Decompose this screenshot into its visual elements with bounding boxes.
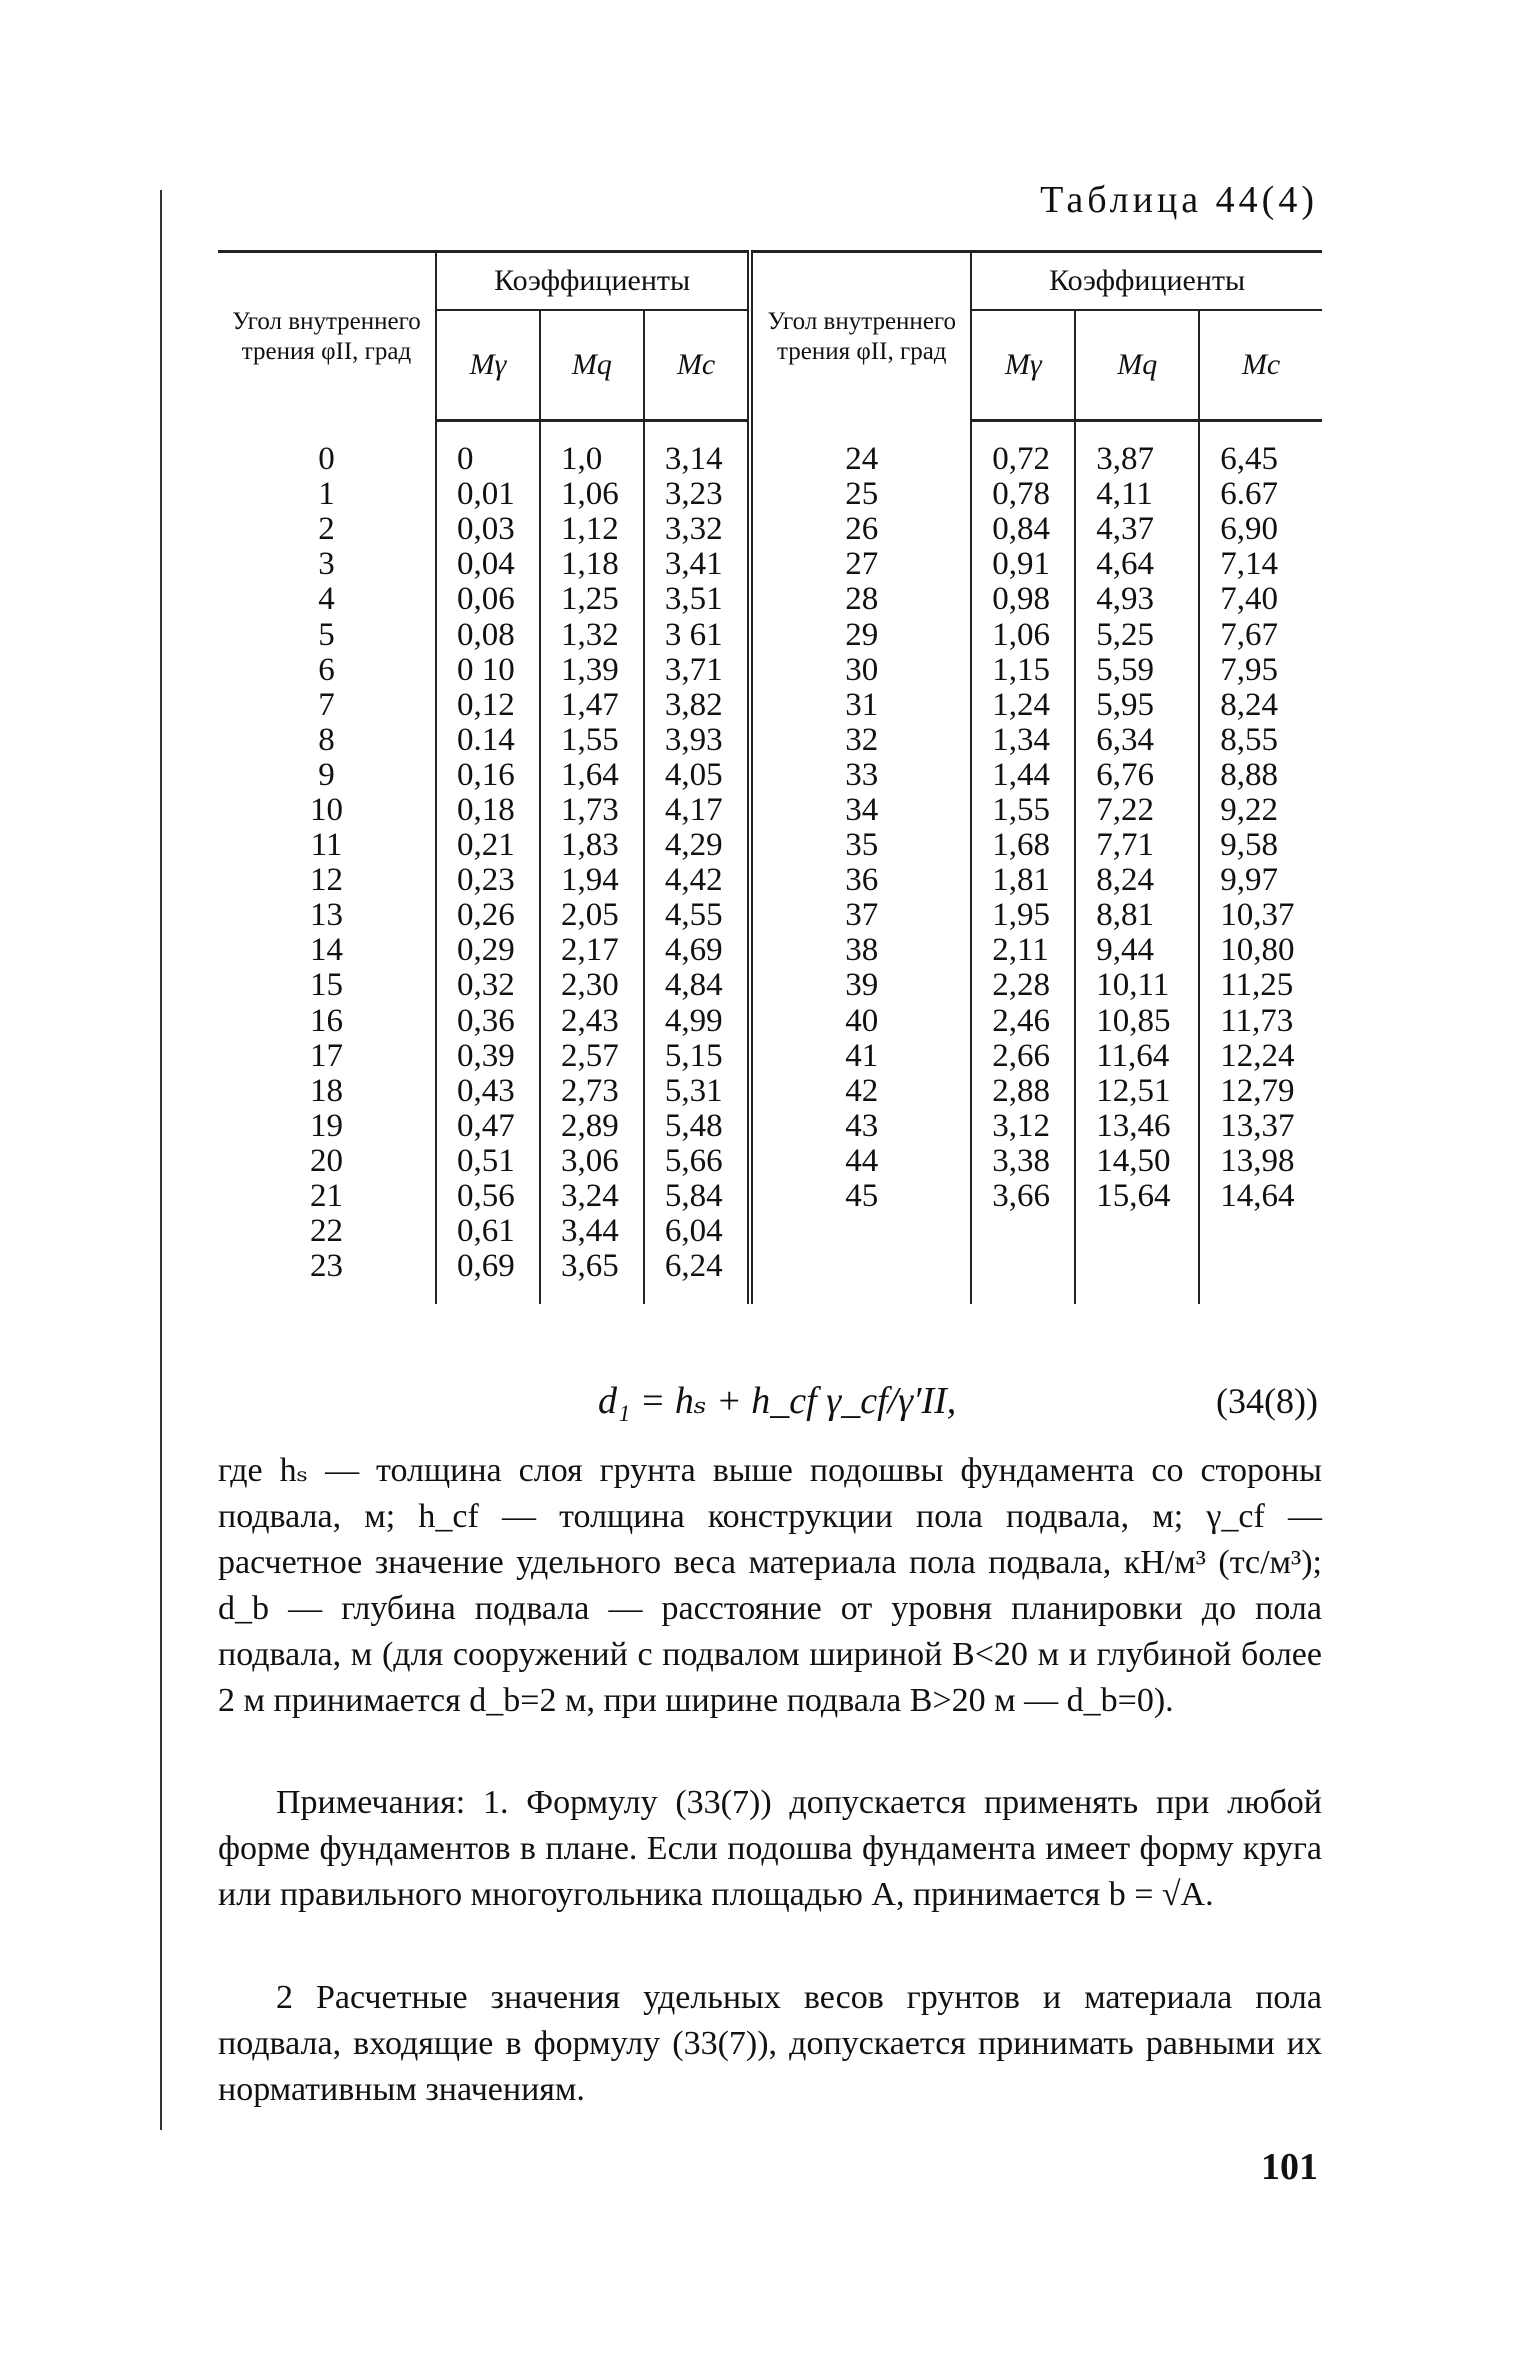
angle-cell: 27 [750, 547, 971, 582]
table-row [218, 442, 1322, 477]
m-c-cell: 6,04 [644, 1214, 750, 1249]
m-gamma-cell: 0,69 [436, 1249, 540, 1284]
m-c-cell: 5,48 [644, 1109, 750, 1144]
table-row [218, 1074, 1322, 1109]
table-row [218, 968, 1322, 1003]
angle-cell: 3 [318, 546, 335, 583]
m-gamma-cell: 1,06 [971, 617, 1075, 652]
m-gamma-cell: 0,39 [436, 1039, 540, 1074]
angle-cell: 37 [750, 898, 971, 933]
table-row [218, 1179, 1322, 1214]
m-c-cell [1199, 1249, 1322, 1284]
m-gamma-cell: 0,23 [436, 863, 540, 898]
m-gamma-cell: 0,43 [436, 1074, 540, 1109]
m-q-cell: 4,93 [1075, 582, 1199, 617]
formula-number: (34(8)) [1216, 1381, 1318, 1421]
m-gamma-cell: 0,18 [436, 793, 540, 828]
header-m-q-left: Mq [540, 310, 644, 421]
angle-cell: 39 [750, 968, 971, 1003]
m-gamma-cell: 0,32 [436, 968, 540, 1003]
m-q-cell: 1,73 [540, 793, 644, 828]
table-row [218, 828, 1322, 863]
m-gamma-cell: 0,56 [436, 1179, 540, 1214]
m-q-cell: 7,71 [1075, 828, 1199, 863]
header-angle-left: Угол внутреннего трения φII, град [218, 252, 436, 421]
table-body [218, 421, 1322, 1305]
table-row [218, 582, 1322, 617]
m-gamma-cell: 0,08 [436, 617, 540, 652]
m-c-cell: 13,98 [1199, 1144, 1322, 1179]
m-gamma-cell: 0,36 [436, 1004, 540, 1039]
m-c-cell: 7,14 [1199, 547, 1322, 582]
header-angle-right: Угол внутреннего трения φII, град [750, 252, 971, 421]
m-q-cell: 3,44 [540, 1214, 644, 1249]
angle-cell: 42 [750, 1074, 971, 1109]
angle-cell: 38 [750, 933, 971, 968]
angle-cell: 24 [750, 442, 971, 477]
angle-cell: 0 [318, 441, 335, 478]
angle-cell: 4 [318, 581, 335, 618]
m-c-cell: 13,37 [1199, 1109, 1322, 1144]
m-q-cell: 3,06 [540, 1144, 644, 1179]
table-row [218, 477, 1322, 512]
m-gamma-cell: 0,72 [971, 442, 1075, 477]
m-c-cell: 12,79 [1199, 1074, 1322, 1109]
angle-cell: 28 [750, 582, 971, 617]
angle-cell: 43 [750, 1109, 971, 1144]
table-row [218, 1249, 1322, 1284]
m-gamma-cell: 0,03 [436, 512, 540, 547]
m-c-cell: 7,40 [1199, 582, 1322, 617]
m-c-cell: 4,05 [644, 758, 750, 793]
m-q-cell: 2,05 [540, 898, 644, 933]
m-q-cell: 2,30 [540, 968, 644, 1003]
table-row [218, 547, 1322, 582]
m-c-cell: 8,24 [1199, 688, 1322, 723]
m-c-cell: 5,31 [644, 1074, 750, 1109]
m-c-cell: 5,84 [644, 1179, 750, 1214]
table-row [218, 863, 1322, 898]
m-q-cell: 1,18 [540, 547, 644, 582]
m-gamma-cell: 0,16 [436, 758, 540, 793]
m-gamma-cell: 0 10 [436, 653, 540, 688]
m-c-cell: 4,42 [644, 863, 750, 898]
m-q-cell: 10,11 [1075, 968, 1199, 1003]
m-q-cell: 14,50 [1075, 1144, 1199, 1179]
header-m-q-right: Mq [1075, 310, 1199, 421]
margin-rule [160, 190, 162, 2130]
m-gamma-cell: 0,26 [436, 898, 540, 933]
m-c-cell: 4,99 [644, 1004, 750, 1039]
m-q-cell: 1,94 [540, 863, 644, 898]
m-c-cell: 3,41 [644, 547, 750, 582]
m-gamma-cell: 0.14 [436, 723, 540, 758]
angle-cell: 21 [310, 1178, 343, 1215]
header-coefficients-left: Коэффициенты [436, 252, 750, 311]
m-gamma-cell: 1,44 [971, 758, 1075, 793]
m-q-cell: 9,44 [1075, 933, 1199, 968]
m-gamma-cell: 1,55 [971, 793, 1075, 828]
m-q-cell: 4,11 [1075, 477, 1199, 512]
angle-cell: 23 [310, 1248, 343, 1285]
m-c-cell: 11,25 [1199, 968, 1322, 1003]
m-gamma-cell: 1,34 [971, 723, 1075, 758]
m-q-cell: 2,17 [540, 933, 644, 968]
m-q-cell [1075, 1214, 1199, 1249]
m-q-cell [1075, 1249, 1199, 1284]
m-q-cell: 8,81 [1075, 898, 1199, 933]
m-q-cell: 1,39 [540, 653, 644, 688]
angle-cell: 41 [750, 1039, 971, 1074]
table-row [218, 688, 1322, 723]
angle-cell: 36 [750, 863, 971, 898]
angle-cell: 25 [750, 477, 971, 512]
page-number: 101 [1261, 2146, 1318, 2188]
angle-cell: 10 [310, 791, 343, 828]
m-c-cell: 8,55 [1199, 723, 1322, 758]
m-q-cell: 7,22 [1075, 793, 1199, 828]
table-row [218, 898, 1322, 933]
angle-cell: 33 [750, 758, 971, 793]
angle-cell: 40 [750, 1004, 971, 1039]
m-q-cell: 1,32 [540, 617, 644, 652]
table-row [218, 793, 1322, 828]
m-c-cell: 5,66 [644, 1144, 750, 1179]
angle-cell: 1 [318, 476, 335, 513]
m-gamma-cell: 2,66 [971, 1039, 1075, 1074]
m-c-cell: 3,32 [644, 512, 750, 547]
header-m-c-left: Mc [644, 310, 750, 421]
m-gamma-cell: 0,29 [436, 933, 540, 968]
angle-cell: 16 [310, 1002, 343, 1039]
table-row [218, 758, 1322, 793]
m-gamma-cell: 0,21 [436, 828, 540, 863]
angle-cell: 18 [310, 1072, 343, 1109]
m-q-cell: 1,12 [540, 512, 644, 547]
m-q-cell: 2,73 [540, 1074, 644, 1109]
m-gamma-cell: 0,91 [971, 547, 1075, 582]
angle-cell: 11 [310, 827, 343, 864]
table-row [218, 1109, 1322, 1144]
m-c-cell: 3,23 [644, 477, 750, 512]
m-q-cell: 1,47 [540, 688, 644, 723]
note-2: 2 Расчетные значения удельных весов грунтов и материала пола подвала, входящие в формулу (33(7)), допускается принимать равными их нормативным значениям. [218, 1979, 1322, 2108]
angle-cell [750, 1249, 971, 1284]
m-gamma-cell: 2,11 [971, 933, 1075, 968]
m-c-cell: 12,24 [1199, 1039, 1322, 1074]
m-q-cell: 3,65 [540, 1249, 644, 1284]
table-row [218, 617, 1322, 652]
angle-cell: 30 [750, 653, 971, 688]
m-gamma-cell: 0,04 [436, 547, 540, 582]
angle-cell: 8 [318, 721, 335, 758]
table-caption: Таблица 44(4) [1040, 179, 1318, 221]
m-c-cell: 6,90 [1199, 512, 1322, 547]
m-c-cell: 14,64 [1199, 1179, 1322, 1214]
m-c-cell: 9,58 [1199, 828, 1322, 863]
m-gamma-cell: 0,78 [971, 477, 1075, 512]
m-q-cell: 12,51 [1075, 1074, 1199, 1109]
table-row [218, 1214, 1322, 1249]
m-c-cell: 8,88 [1199, 758, 1322, 793]
m-c-cell: 4,55 [644, 898, 750, 933]
header-m-c-right: Mc [1199, 310, 1322, 421]
table-row [218, 933, 1322, 968]
m-q-cell: 2,43 [540, 1004, 644, 1039]
header-m-gamma-right: Mγ [971, 310, 1075, 421]
m-c-cell: 4,84 [644, 968, 750, 1003]
m-q-cell: 15,64 [1075, 1179, 1199, 1214]
m-c-cell: 3,82 [644, 688, 750, 723]
m-gamma-cell: 0,01 [436, 477, 540, 512]
m-c-cell: 5,15 [644, 1039, 750, 1074]
m-gamma-cell: 2,46 [971, 1004, 1075, 1039]
angle-cell: 19 [310, 1107, 343, 1144]
m-q-cell: 2,57 [540, 1039, 644, 1074]
m-q-cell: 4,64 [1075, 547, 1199, 582]
table-row [218, 512, 1322, 547]
table-row [218, 1004, 1322, 1039]
m-c-cell: 6.67 [1199, 477, 1322, 512]
m-q-cell: 13,46 [1075, 1109, 1199, 1144]
m-c-cell: 3,71 [644, 653, 750, 688]
angle-cell: 34 [750, 793, 971, 828]
angle-cell: 2 [318, 511, 335, 548]
m-gamma-cell: 1,15 [971, 653, 1075, 688]
m-gamma-cell: 0,61 [436, 1214, 540, 1249]
table-spacer-row [218, 1284, 1322, 1304]
angle-cell: 17 [310, 1037, 343, 1074]
m-q-cell: 6,34 [1075, 723, 1199, 758]
note-1: Примечания: 1. Формулу (33(7)) допускается применять при любой форме фундаментов в плане. Если подошва фундамента имеет форму круга или правильного многоугольника площадью A, принимается b = √A. [218, 1784, 1322, 1913]
angle-cell: 20 [310, 1142, 343, 1179]
m-q-cell: 6,76 [1075, 758, 1199, 793]
m-c-cell: 10,80 [1199, 933, 1322, 968]
angle-cell: 6 [318, 651, 335, 688]
angle-cell: 7 [318, 686, 335, 723]
angle-cell: 26 [750, 512, 971, 547]
formula: d₁ = hₛ + h_cf γ_cf/γ′II, [598, 1380, 957, 1422]
m-gamma-cell: 1,24 [971, 688, 1075, 723]
table-spacer-row [218, 421, 1322, 443]
angle-cell: 35 [750, 828, 971, 863]
m-gamma-cell: 3,12 [971, 1109, 1075, 1144]
table-row [218, 1039, 1322, 1074]
m-c-cell: 4,69 [644, 933, 750, 968]
m-q-cell: 1,64 [540, 758, 644, 793]
angle-cell: 29 [750, 617, 971, 652]
m-c-cell: 3,51 [644, 582, 750, 617]
angle-cell: 22 [310, 1213, 343, 1250]
m-c-cell: 10,37 [1199, 898, 1322, 933]
m-q-cell: 2,89 [540, 1109, 644, 1144]
m-q-cell: 1,0 [540, 442, 644, 477]
m-c-cell: 11,73 [1199, 1004, 1322, 1039]
m-c-cell: 7,95 [1199, 653, 1322, 688]
m-gamma-cell: 0 [436, 442, 540, 477]
angle-cell: 5 [318, 616, 335, 653]
m-q-cell: 4,37 [1075, 512, 1199, 547]
angle-cell: 15 [310, 967, 343, 1004]
m-gamma-cell [971, 1249, 1075, 1284]
m-gamma-cell: 0,51 [436, 1144, 540, 1179]
m-gamma-cell: 0,98 [971, 582, 1075, 617]
m-q-cell: 5,95 [1075, 688, 1199, 723]
angle-cell: 9 [318, 756, 335, 793]
m-q-cell: 11,64 [1075, 1039, 1199, 1074]
m-c-cell: 9,97 [1199, 863, 1322, 898]
m-c-cell: 7,67 [1199, 617, 1322, 652]
angle-cell: 32 [750, 723, 971, 758]
angle-cell: 13 [310, 897, 343, 934]
m-q-cell: 1,83 [540, 828, 644, 863]
angle-cell [750, 1214, 971, 1249]
m-c-cell: 3,14 [644, 442, 750, 477]
m-gamma-cell: 1,81 [971, 863, 1075, 898]
m-gamma-cell: 1,68 [971, 828, 1075, 863]
angle-cell: 45 [750, 1179, 971, 1214]
angle-cell: 12 [310, 862, 343, 899]
angle-cell: 14 [310, 932, 343, 969]
m-c-cell: 3,93 [644, 723, 750, 758]
m-q-cell: 3,87 [1075, 442, 1199, 477]
header-coefficients-right: Коэффициенты [971, 252, 1322, 311]
m-q-cell: 1,25 [540, 582, 644, 617]
m-c-cell: 4,17 [644, 793, 750, 828]
m-c-cell [1199, 1214, 1322, 1249]
m-c-cell: 6,45 [1199, 442, 1322, 477]
table-row [218, 723, 1322, 758]
m-q-cell: 1,55 [540, 723, 644, 758]
m-c-cell: 4,29 [644, 828, 750, 863]
angle-cell: 31 [750, 688, 971, 723]
m-q-cell: 3,24 [540, 1179, 644, 1214]
m-gamma-cell: 0,47 [436, 1109, 540, 1144]
m-gamma-cell [971, 1214, 1075, 1249]
m-gamma-cell: 0,06 [436, 582, 540, 617]
m-gamma-cell: 2,88 [971, 1074, 1075, 1109]
angle-cell: 44 [750, 1144, 971, 1179]
m-gamma-cell: 3,38 [971, 1144, 1075, 1179]
table-row [218, 1144, 1322, 1179]
m-q-cell: 10,85 [1075, 1004, 1199, 1039]
m-c-cell: 9,22 [1199, 793, 1322, 828]
m-c-cell: 6,24 [644, 1249, 750, 1284]
m-gamma-cell: 1,95 [971, 898, 1075, 933]
coefficients-table [218, 250, 1322, 1304]
header-m-gamma-left: Mγ [436, 310, 540, 421]
m-q-cell: 1,06 [540, 477, 644, 512]
where-paragraph: где hₛ — толщина слоя грунта выше подошвы фундамента со стороны подвала, м; h_cf — толщина конструкции пола подвала, м; γ_cf — расчетное значение удельного веса материала пола подвала, кН/м³ (тс/м³); d_b — глубина подвала — расстояние от уровня планировки до пола подвала, м (для сооружений с подвалом шириной B<20 м и глубиной более 2 м принимается d_b=2 м, при ширине подвала B>20 м — d_b=0). [218, 1452, 1322, 1719]
m-gamma-cell: 0,12 [436, 688, 540, 723]
m-c-cell: 3 61 [644, 617, 750, 652]
table-row [218, 653, 1322, 688]
m-q-cell: 5,59 [1075, 653, 1199, 688]
m-gamma-cell: 0,84 [971, 512, 1075, 547]
m-q-cell: 8,24 [1075, 863, 1199, 898]
m-gamma-cell: 3,66 [971, 1179, 1075, 1214]
m-q-cell: 5,25 [1075, 617, 1199, 652]
m-gamma-cell: 2,28 [971, 968, 1075, 1003]
